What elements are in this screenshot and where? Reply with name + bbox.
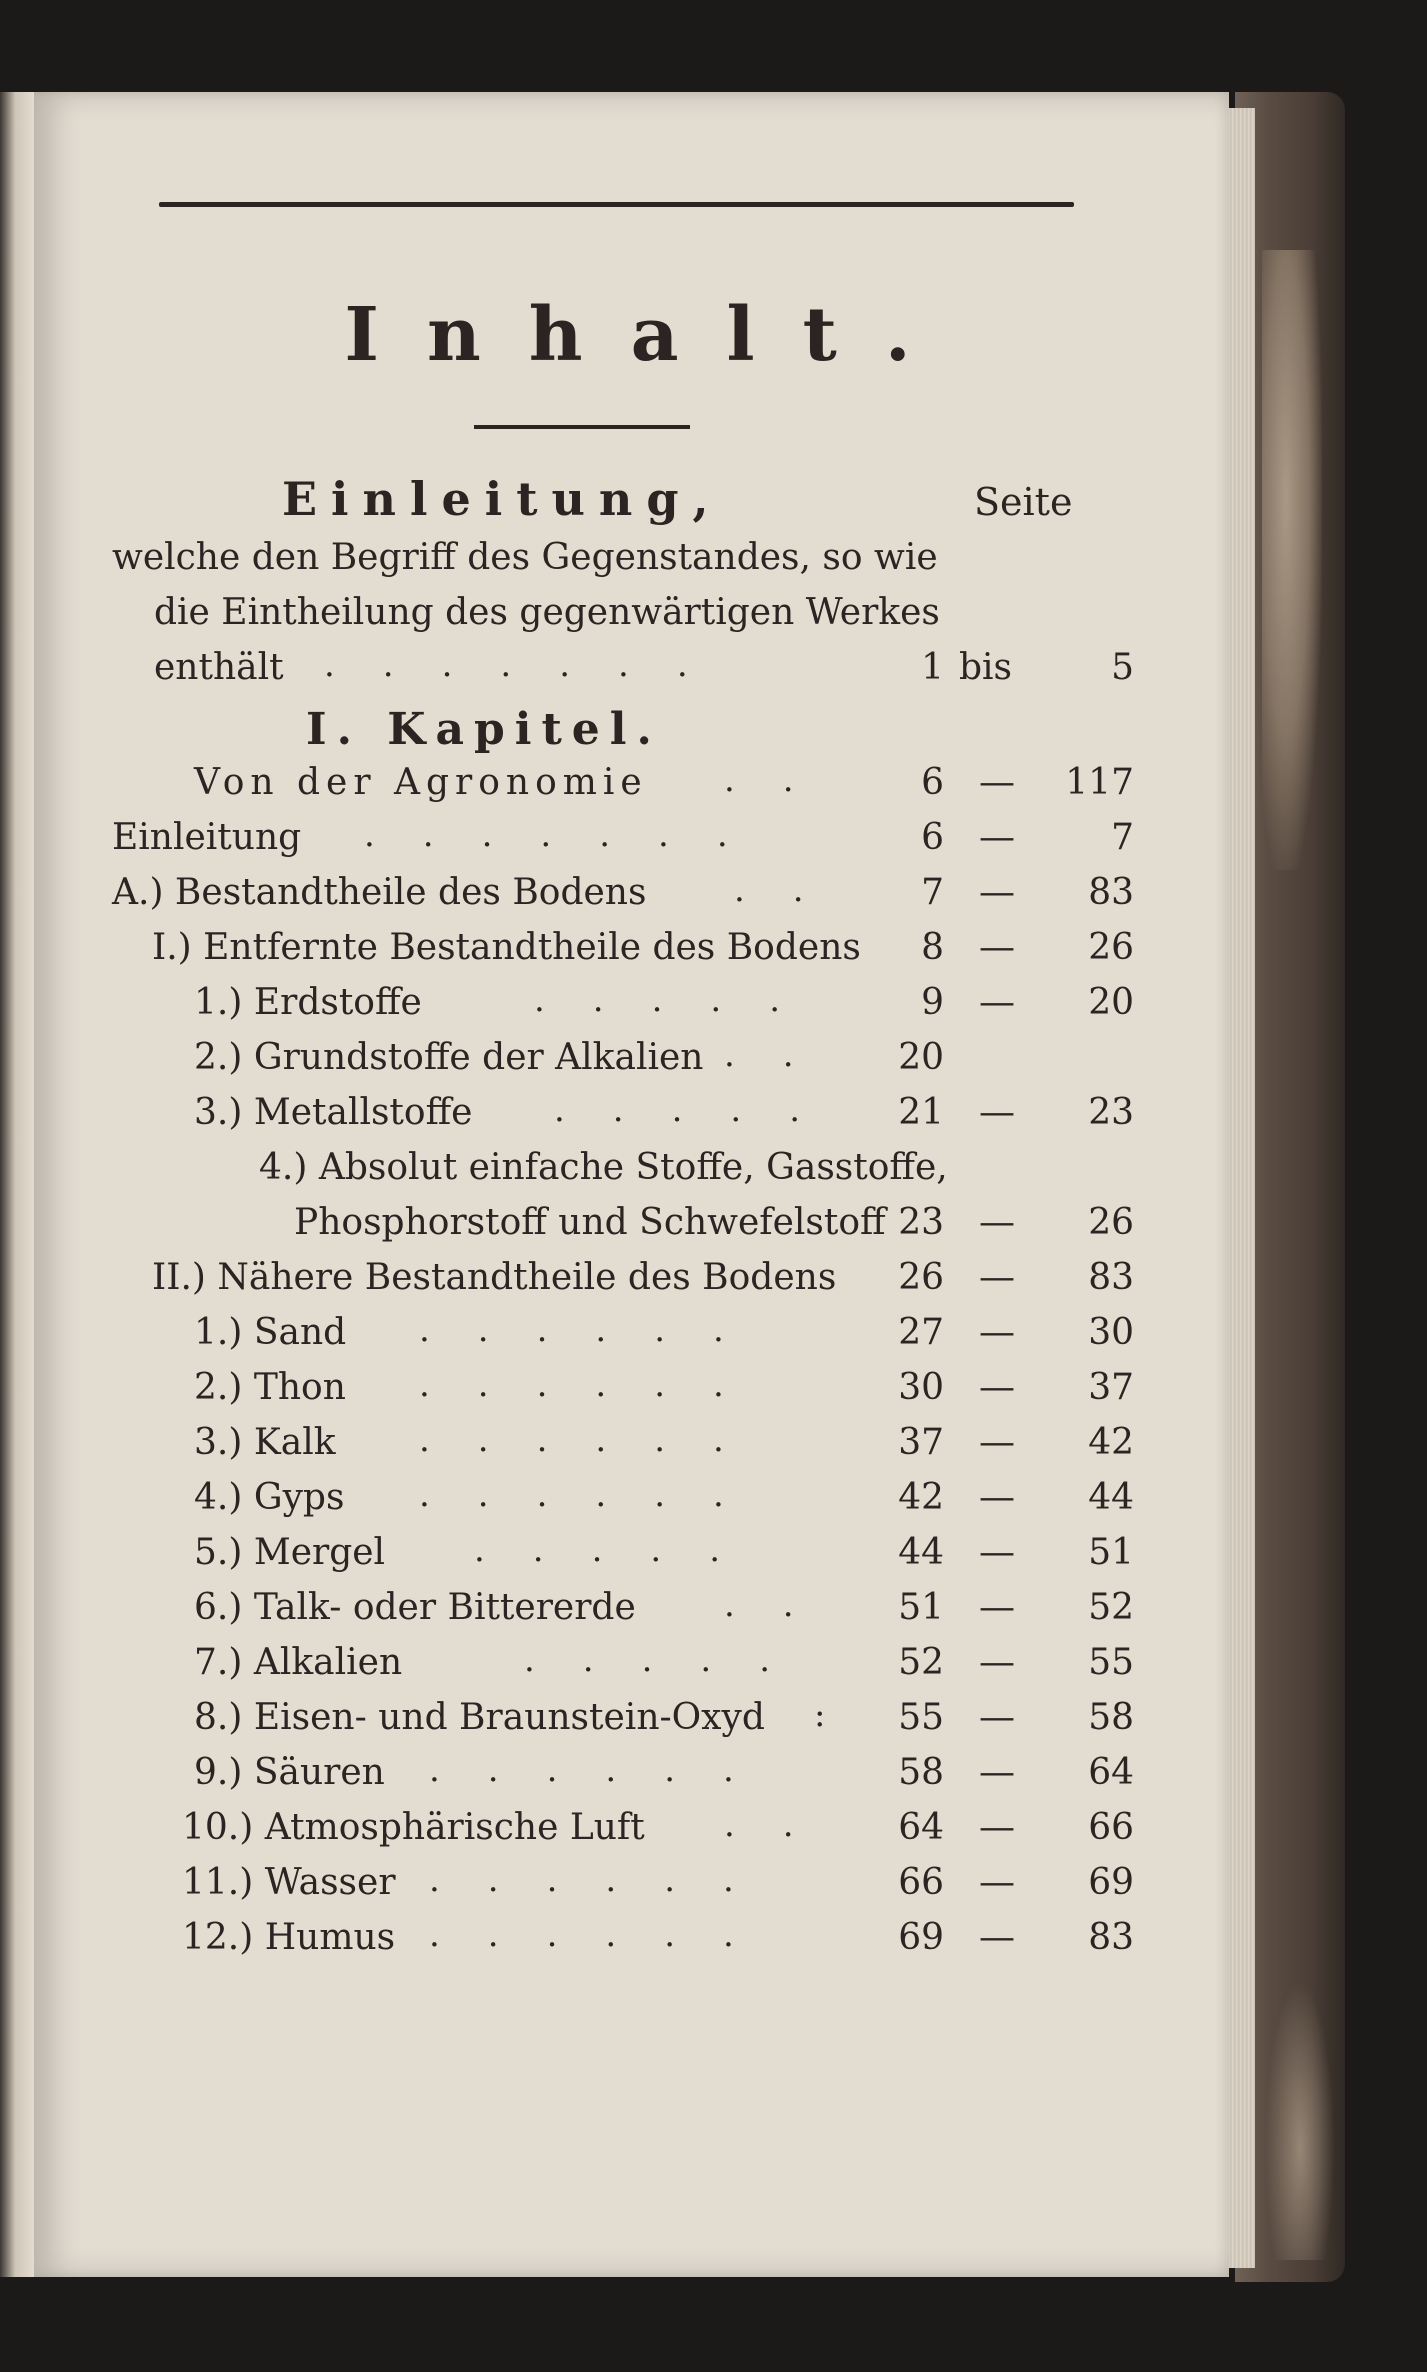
page-from: 6 [921,762,944,803]
range-dash: — [979,872,1015,913]
page-to: 69 [1088,1862,1134,1903]
page-from: 1 [921,647,944,688]
range-dash: — [979,927,1015,968]
page-to: 52 [1088,1587,1134,1628]
page-from: 51 [898,1587,944,1628]
leader-dots: ..... [534,980,829,1020]
page-to: 42 [1088,1422,1134,1463]
page-block-edge [1225,108,1255,2268]
leader-dots: ...... [419,1420,772,1460]
range-dash: — [979,1807,1015,1848]
range-dash: — [979,1752,1015,1793]
toc-entry-label: 8.) Eisen- und Braunstein-Oxyd [194,1697,765,1738]
page-from: 64 [898,1807,944,1848]
toc-entry-label: 5.) Mergel [194,1532,386,1573]
page-to: 117 [1065,762,1134,803]
page-to: 44 [1088,1477,1134,1518]
range-dash: — [979,1862,1015,1903]
range-dash: — [979,982,1015,1023]
page-from: 55 [898,1697,944,1738]
leader-dots: ..... [554,1090,849,1130]
range-dash: — [979,1202,1015,1243]
leader-dots: ..... [474,1530,769,1570]
leader-dots: .. [724,1585,842,1625]
intro-heading: Einleitung, [282,472,723,526]
toc-entry-label: 1.) Sand [194,1312,347,1353]
range-dash: — [979,1917,1015,1958]
page-from: 8 [921,927,944,968]
toc-entry-label: 4.) Gyps [194,1477,345,1518]
page-to: 51 [1088,1532,1134,1573]
page-from: 21 [898,1092,944,1133]
toc-entry-label: 1.) Erdstoffe [194,982,422,1023]
cover-wear-mark [1265,1980,1335,2260]
page-to: 7 [1111,817,1134,858]
page-from: 52 [898,1642,944,1683]
leader-dots: ....... [324,645,736,685]
page-to: 55 [1088,1642,1134,1683]
page-from: 42 [898,1477,944,1518]
leader-dots: ...... [429,1750,782,1790]
page-to: 83 [1088,872,1134,913]
page-from: 26 [898,1257,944,1298]
range-dash: — [979,1587,1015,1628]
range-dash: — [979,1477,1015,1518]
leader-dots: .. [734,870,852,910]
page-to: 83 [1088,1257,1134,1298]
leader-dots: .. [724,1805,842,1845]
toc-entry-label: 2.) Grundstoffe der Alkalien [194,1037,704,1078]
toc-entry-label: 9.) Säuren [194,1752,385,1793]
page-to: 26 [1088,1202,1134,1243]
page-from: 23 [898,1202,944,1243]
page-to: 23 [1088,1092,1134,1133]
toc-entry-label: 12.) Humus [182,1917,396,1958]
range-dash: — [979,1422,1015,1463]
intro-line: enthält [154,647,284,688]
title-rule [474,425,690,429]
intro-line: die Eintheilung des gegenwärtigen Werkes [154,592,940,633]
page-to: 37 [1088,1367,1134,1408]
leader-dots: ...... [429,1860,782,1900]
page-from: 9 [921,982,944,1023]
leader-dots: ...... [419,1475,772,1515]
page-from: 6 [921,817,944,858]
page-to: 20 [1088,982,1134,1023]
page-from: 30 [898,1367,944,1408]
range-dash: — [979,762,1015,803]
cover-wear-mark [1262,250,1322,870]
leader-dots: .. [724,760,842,800]
toc-entry-label: A.) Bestandtheile des Bodens [112,872,647,913]
page-to: 64 [1088,1752,1134,1793]
page-from: 7 [921,872,944,913]
page-from: 44 [898,1532,944,1573]
toc-entry-label: 3.) Kalk [194,1422,336,1463]
toc-entry-label: Phosphorstoff und Schwefelstoff [294,1202,886,1243]
toc-entry-label: 4.) Absolut einfache Stoffe, Gasstoffe, [259,1147,948,1188]
toc-entry-label: 3.) Metallstoffe [194,1092,473,1133]
page-to: 26 [1088,927,1134,968]
page-to: 83 [1088,1917,1134,1958]
leader-dots: ...... [429,1915,782,1955]
page-from: 69 [898,1917,944,1958]
range-dash: — [979,1532,1015,1573]
page-from: 37 [898,1422,944,1463]
page-from: 20 [898,1037,944,1078]
page-to: 30 [1088,1312,1134,1353]
top-rule [159,202,1074,207]
page-to: 66 [1088,1807,1134,1848]
leader-dots: ..... [524,1640,819,1680]
toc-entry-label: II.) Nähere Bestandtheile des Bodens [152,1257,837,1298]
leader-dots: ...... [419,1365,772,1405]
page-from: 27 [898,1312,944,1353]
toc-entry-label: 11.) Wasser [182,1862,396,1903]
toc-entry-label: 2.) Thon [194,1367,346,1408]
toc-entry-label: I.) Entfernte Bestandtheile des Bodens [152,927,861,968]
page-from: 58 [898,1752,944,1793]
range-dash: — [979,1367,1015,1408]
range-dash: — [979,1642,1015,1683]
toc-entry-label: Einleitung [112,817,302,858]
leader-dots: ....... [364,815,776,855]
page-from: 66 [898,1862,944,1903]
range-dash: — [979,817,1015,858]
left-page-edge [0,92,34,2277]
page-to: 5 [1111,647,1134,688]
range-dash: — [979,1697,1015,1738]
bis-word: bis [959,647,1013,688]
chapter-heading: I. Kapitel. [306,704,662,755]
range-dash: — [979,1092,1015,1133]
toc-entry-label: 10.) Atmosphärische Luft [182,1807,645,1848]
leader-dots: .. [724,1035,842,1075]
range-dash: — [979,1312,1015,1353]
leader-dots: : [814,1695,874,1735]
toc-entry-label: Von der Agronomie [194,762,648,803]
range-dash: — [979,1257,1015,1298]
seite-label: Seite [974,480,1073,524]
leader-dots: ...... [419,1310,772,1350]
intro-line: welche den Begriff des Gegenstandes, so wie [112,537,938,578]
toc-entry-label: 7.) Alkalien [194,1642,403,1683]
page-title: Inhalt. [344,292,959,378]
page-to: 58 [1088,1697,1134,1738]
toc-entry-label: 6.) Talk- oder Bittererde [194,1587,636,1628]
book-page [34,92,1229,2277]
